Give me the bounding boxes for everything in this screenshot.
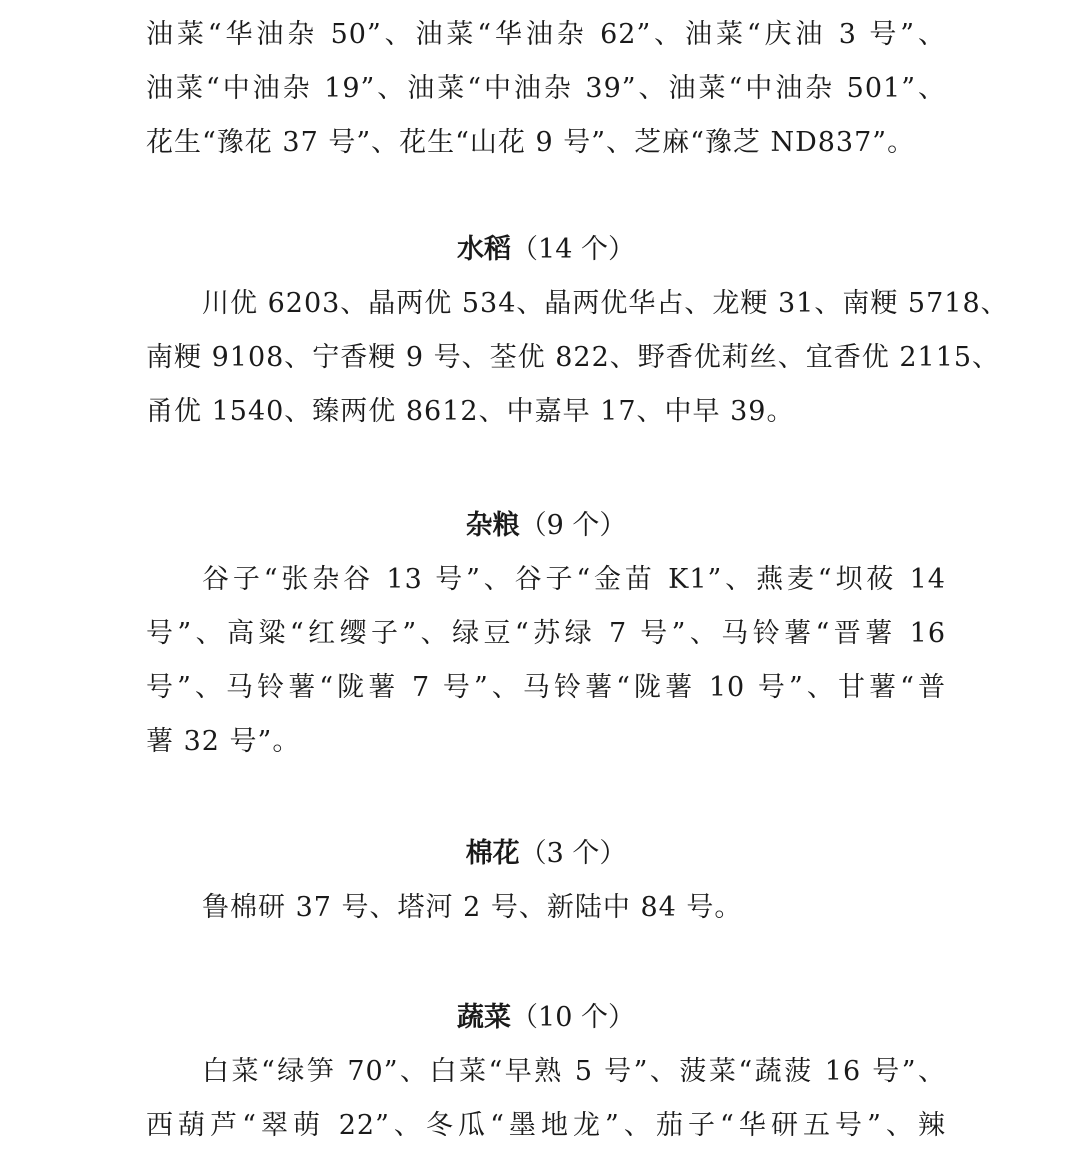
- section-count: （14 个）: [511, 234, 635, 265]
- text-line: 川优 6203、晶两优 534、晶两优华占、龙粳 31、南粳 5718、: [202, 288, 1009, 319]
- section-title: 蔬菜: [457, 1002, 512, 1033]
- oilseed-paragraph: [146, 8, 946, 170]
- section-title: 水稻: [457, 234, 512, 265]
- text-line: 薯 32 号”。: [146, 726, 301, 757]
- section-heading-rice: [146, 223, 946, 277]
- text-line: 油菜“中油杂 19”、油菜“中油杂 39”、油菜“中油杂 501”、: [146, 73, 946, 104]
- section-heading-grains: [146, 499, 946, 553]
- text-line: 谷子“张杂谷 13 号”、谷子“金苗 K1”、燕麦“坝莜 14: [202, 564, 946, 595]
- cotton-paragraph: [146, 881, 946, 935]
- section-title: 棉花: [465, 838, 520, 869]
- text-line: 甬优 1540、臻两优 8612、中嘉早 17、中早 39。: [146, 396, 795, 427]
- text-line: 西葫芦“翠萌 22”、冬瓜“墨地龙”、茄子“华研五号”、辣: [146, 1110, 946, 1141]
- text-line: 号”、高粱“红缨子”、绿豆“苏绿 7 号”、马铃薯“晋薯 16: [146, 618, 946, 649]
- text-line: 油菜“华油杂 50”、油菜“华油杂 62”、油菜“庆油 3 号”、: [146, 19, 946, 50]
- text-line: 白菜“绿笋 70”、白菜“早熟 5 号”、菠菜“蔬菠 16 号”、: [202, 1056, 946, 1087]
- section-count: （10 个）: [511, 1002, 635, 1033]
- section-title: 杂粮: [465, 510, 520, 541]
- section-count: （3 个）: [519, 838, 627, 869]
- text-line: 花生“豫花 37 号”、花生“山花 9 号”、芝麻“豫芝 ND837”。: [146, 127, 916, 158]
- text-line: 南粳 9108、宁香粳 9 号、荃优 822、野香优莉丝、宜香优 2115、: [146, 342, 1001, 373]
- grains-paragraph: [146, 553, 946, 769]
- text-line: 号”、马铃薯“陇薯 7 号”、马铃薯“陇薯 10 号”、甘薯“普: [146, 672, 946, 703]
- section-count: （9 个）: [519, 510, 627, 541]
- vegetables-paragraph: [146, 1045, 946, 1153]
- rice-paragraph: [146, 277, 1009, 439]
- text-line: 鲁棉研 37 号、塔河 2 号、新陆中 84 号。: [202, 892, 743, 923]
- section-heading-cotton: [146, 827, 946, 881]
- section-heading-vegetables: [146, 991, 946, 1045]
- document-page: [146, 0, 1009, 1153]
